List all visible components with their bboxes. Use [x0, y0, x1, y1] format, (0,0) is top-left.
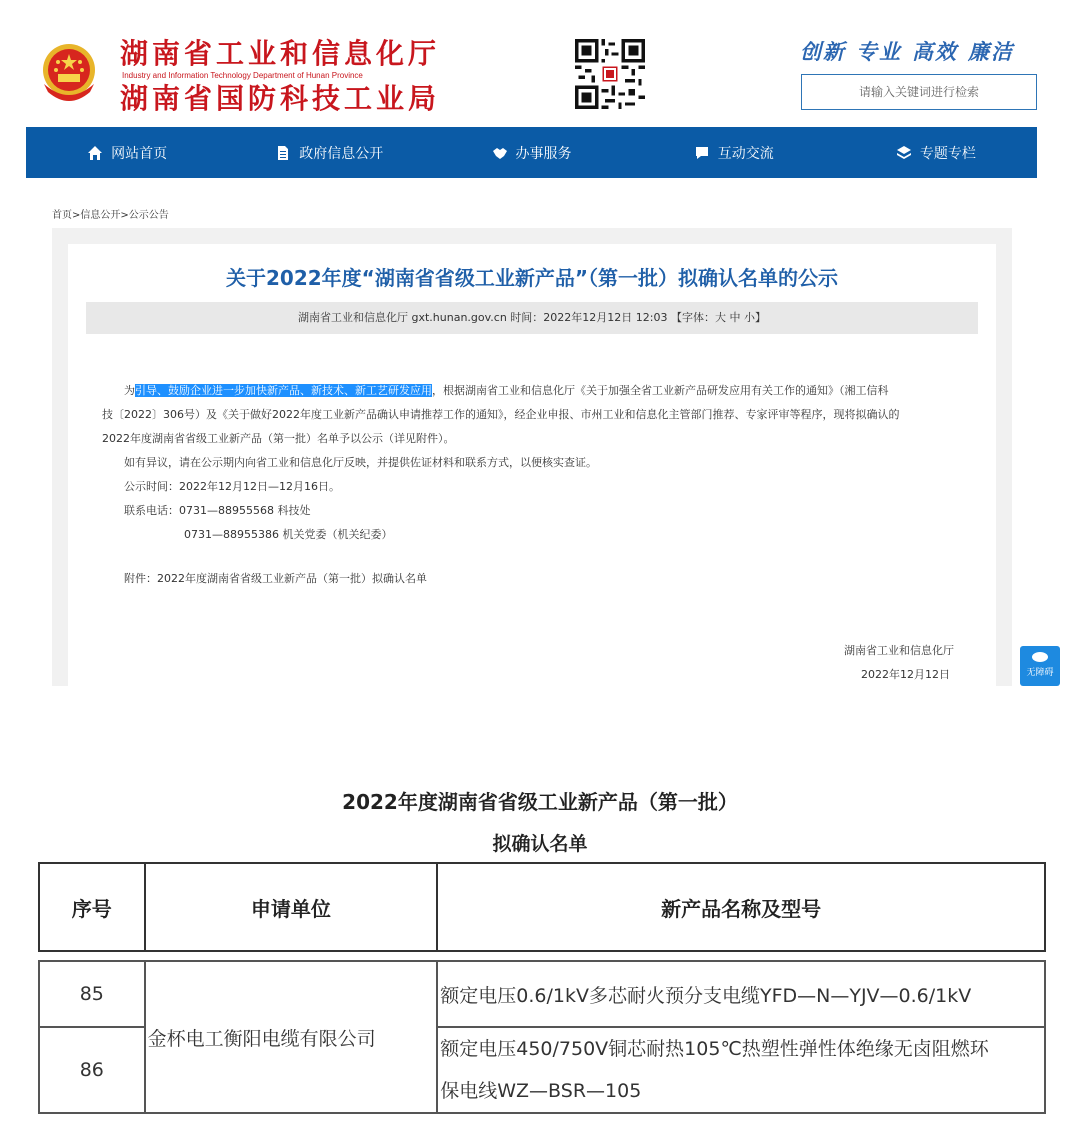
eye-icon	[1032, 652, 1048, 662]
breadcrumb[interactable]: 首页>信息公开>公示公告	[52, 210, 169, 221]
product-table	[38, 862, 1046, 1114]
qr-code-icon	[574, 39, 646, 109]
article-title: 关于2022年度“湖南省省级工业新产品”（第一批）拟确认名单的公示	[226, 266, 838, 290]
slogan-word: 创新	[800, 40, 846, 64]
main-nav	[26, 127, 1037, 178]
nav-item-services[interactable]	[430, 127, 632, 178]
slogan-word: 高效	[912, 40, 958, 64]
nav-item-label: 政府信息公开	[299, 145, 384, 162]
layers-icon	[896, 145, 912, 161]
nav-item-gov-info[interactable]	[228, 127, 430, 178]
column-header: 序号	[39, 863, 145, 951]
text: ，根据湖南省工业和信息化厅《关于加强全省工业新产品研发应用有关工作的通知》（湘工信科	[432, 384, 889, 397]
signature-date: 2022年12月12日	[861, 668, 950, 681]
nav-item-label: 办事服务	[515, 145, 572, 162]
paragraph-line	[102, 379, 972, 403]
slogan-word: 廉洁	[968, 40, 1014, 64]
paragraph-line: 0731—88955386 机关党委（机关纪委）	[184, 528, 393, 541]
nav-item-home[interactable]	[26, 127, 228, 178]
nav-item-interaction[interactable]	[633, 127, 835, 178]
nav-item-topics[interactable]	[835, 127, 1037, 178]
table-header-row	[39, 863, 1045, 951]
org-name-primary: 湖南省工业和信息化厅	[120, 37, 441, 70]
nav-item-label: 网站首页	[111, 145, 168, 162]
document-icon	[275, 145, 291, 161]
paragraph-line: 技〔2022〕306号）及《关于做好2022年度工业新产品确认申请推荐工作的通知》，经企业申报、市州工业和信息化主管部门推荐、专家评审等程序，现将拟确认的	[102, 408, 900, 421]
paragraph-line: 如有异议，请在公示期内向省工业和信息化厅反映，并提供佐证材料和联系方式，以便核实查证。	[124, 456, 597, 469]
paragraph-line: 联系电话：0731—88955568 科技处	[124, 504, 311, 517]
chat-icon	[694, 145, 710, 161]
paragraph-line: 公示时间：2022年12月12日—12月16日。	[124, 480, 340, 493]
product-name-line: 额定电压450/750V铜芯耐热105℃热塑性弹性体绝缘无卤阻燃环	[440, 1038, 989, 1060]
nav-item-label: 互动交流	[717, 145, 774, 162]
signature-org: 湖南省工业和信息化厅	[844, 644, 954, 657]
org-name-english: Industry and Information Technology Department of Hunan Province	[122, 71, 363, 80]
handshake-icon	[492, 145, 508, 161]
row-number: 85	[39, 961, 145, 1027]
row-number: 86	[39, 1027, 145, 1113]
home-icon	[87, 145, 103, 161]
attachment-subtitle: 拟确认名单	[492, 833, 588, 855]
column-header: 新产品名称及型号	[437, 863, 1045, 951]
article-meta: 湖南省工业和信息化厅 gxt.hunan.gov.cn 时间：2022年12月12日 12:03 【字体：大 中 小】	[86, 302, 978, 334]
text: 为	[124, 384, 135, 397]
attachment-title: 2022年度湖南省省级工业新产品（第一批）	[342, 790, 738, 814]
slogan	[800, 36, 1024, 66]
national-emblem-icon	[36, 40, 102, 106]
org-name-secondary: 湖南省国防科技工业局	[120, 82, 441, 115]
slogan-word: 专业	[856, 40, 902, 64]
accessibility-button[interactable]	[1020, 646, 1060, 686]
paragraph-line: 2022年度湖南省省级工业新产品（第一批）名单予以公示（详见附件）。	[102, 432, 455, 445]
site-title[interactable]	[120, 38, 440, 115]
company-name: 金杯电工衡阳电缆有限公司	[145, 961, 438, 1113]
accessibility-label: 无障碍	[1026, 668, 1054, 678]
attachment-link[interactable]: 附件：2022年度湖南省省级工业新产品（第一批）拟确认名单	[124, 572, 427, 585]
table-row	[39, 961, 1045, 1027]
product-name-line: 保电线WZ—BSR—105	[440, 1080, 642, 1102]
article-paragraph	[102, 379, 972, 547]
column-header: 申请单位	[145, 863, 438, 951]
product-name	[437, 1027, 1045, 1113]
selected-text: 引导、鼓励企业进一步加快新产品、新技术、新工艺研发应用	[135, 384, 432, 397]
product-name: 额定电压0.6/1kV多芯耐火预分支电缆YFD—N—YJV—0.6/1kV	[437, 961, 1045, 1027]
nav-item-label: 专题专栏	[919, 145, 976, 162]
search-input[interactable]: 请输入关键词进行检索	[801, 74, 1037, 110]
